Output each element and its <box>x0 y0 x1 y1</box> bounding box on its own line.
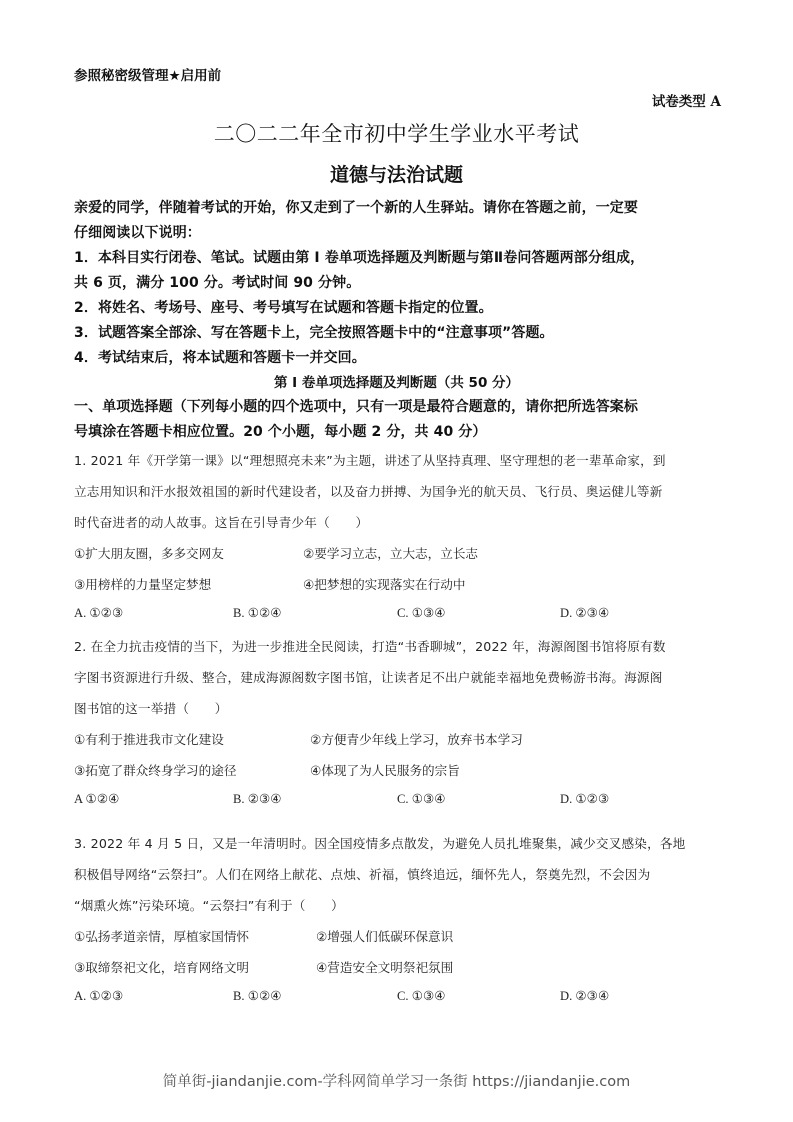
answer-choice-c: C. ①③④ <box>397 606 446 620</box>
answer-choice-a: A. ①②③ <box>74 989 124 1003</box>
instructions-intro-line2: 仔细阅读以下说明： <box>74 225 201 241</box>
question-text-line: 字图书资源进行升级、整合，建成海源阁数字图书馆，让读者足不出户就能幸福地免费畅游书海。海源阁 <box>74 670 663 685</box>
exam-title: 二〇二二年全市初中学生学业水平考试 <box>213 122 580 146</box>
question-text-line: 图书馆的这一举措（ ） <box>74 701 228 716</box>
instruction-item-4: 4．考试结束后，将本试题和答题卡一并交回。 <box>74 350 366 366</box>
statement-option: ①扩大朋友圈，多多交网友 <box>74 546 224 561</box>
statement-option: ④营造安全文明祭祀氛围 <box>316 960 454 975</box>
answer-choice-d: D. ①②③ <box>560 792 610 806</box>
statement-option: ②增强人们低碳环保意识 <box>316 929 454 944</box>
question-text-line: 2. 在全力抗击疫情的当下，为进一步推进全民阅读，打造“书香聊城”，2022 年，海源阁图书馆将原有数 <box>74 639 666 654</box>
statement-option: ④把梦想的实现落实在行动中 <box>303 577 466 592</box>
answer-choice-b: B. ②③④ <box>233 792 282 806</box>
answer-choice-a: A. ①②③ <box>74 606 124 620</box>
instruction-item-1-cont: 共 6 页，满分 100 分。考试时间 90 分钟。 <box>74 275 361 291</box>
footer-watermark: 简单街-jiandanjie.com-学科网简单学习一条街 https://jiandanjie.com <box>162 1074 631 1090</box>
statement-option: ②方便青少年线上学习，放弃书本学习 <box>310 732 523 747</box>
statement-option: ④体现了为人民服务的宗旨 <box>310 763 460 778</box>
instructions-intro-line1: 亲爱的同学，伴随着考试的开始，你又走到了一个新的人生驿站。请你在答题之前，一定要 <box>74 200 638 216</box>
answer-choice-c: C. ①③④ <box>397 792 446 806</box>
answer-choice-d: D. ②③④ <box>560 989 610 1003</box>
statement-option: ②要学习立志，立大志，立长志 <box>303 546 479 561</box>
question-text-line: 1. 2021 年《开学第一课》以“理想照亮未来”为主题，讲述了从坚持真理、坚守理想的老一辈革命家，到 <box>74 453 666 468</box>
statement-option: ③取缔祭祀文化，培育网络文明 <box>74 960 250 975</box>
instruction-item-2: 2．将姓名、考场号、座号、考号填写在试题和答题卡指定的位置。 <box>74 300 493 316</box>
answer-choice-c: C. ①③④ <box>397 989 446 1003</box>
question-text-line: 积极倡导网络“云祭扫”。人们在网络上献花、点烛、祈福，慎终追远，缅怀先人，祭奠先烈，不会因为 <box>74 867 651 882</box>
instruction-item-1: 1．本科目实行闭卷、笔试。试题由第 I 卷单项选择题及判断题与第Ⅱ卷问答题两部分组成， <box>74 250 645 266</box>
question-text-line: 3. 2022 年 4 月 5 日，又是一年清明时。因全国疫情多点散发，为避免人员扎堆聚集，减少交叉感染，各地 <box>74 836 686 851</box>
part-heading-line2: 号填涂在答题卡相应位置。20 个小题，每小题 2 分，共 40 分） <box>74 424 487 440</box>
question-text-line: 时代奋进者的动人故事。这旨在引导青少年（ ） <box>74 515 369 530</box>
answer-choice-b: B. ①②④ <box>233 989 282 1003</box>
exam-subtitle: 道德与法治试题 <box>329 164 463 186</box>
question-text-line: “烟熏火炼”污染环境。“云祭扫”有利于（ ） <box>74 898 344 913</box>
part-heading-line1: 一、单项选择题（下列每小题的四个选项中，只有一项是最符合题意的，请你把所选答案标 <box>74 399 638 415</box>
answer-choice-b: B. ①②④ <box>233 606 282 620</box>
statement-option: ①弘扬孝道亲情，厚植家国情怀 <box>74 929 250 944</box>
answer-choice-a: A ①②④ <box>74 792 120 806</box>
question-text-line: 立志用知识和汗水报效祖国的新时代建设者，以及奋力拼搏、为国争光的航天员、飞行员、奥运健儿等新 <box>74 484 663 499</box>
answer-choice-d: D. ②③④ <box>560 606 610 620</box>
instruction-item-3: 3．试题答案全部涂、写在答题卡上，完全按照答题卡中的“注意事项”答题。 <box>74 325 554 341</box>
statement-option: ③拓宽了群众终身学习的途径 <box>74 763 237 778</box>
statement-option: ③用榜样的力量坚定梦想 <box>74 577 212 592</box>
secret-level-label: 参照秘密级管理★启用前 <box>74 68 222 84</box>
statement-option: ①有利于推进我市文化建设 <box>74 732 224 747</box>
paper-type-label: 试卷类型 A <box>651 94 721 110</box>
section-title: 第 I 卷单项选择题及判断题（共 50 分） <box>273 375 520 391</box>
